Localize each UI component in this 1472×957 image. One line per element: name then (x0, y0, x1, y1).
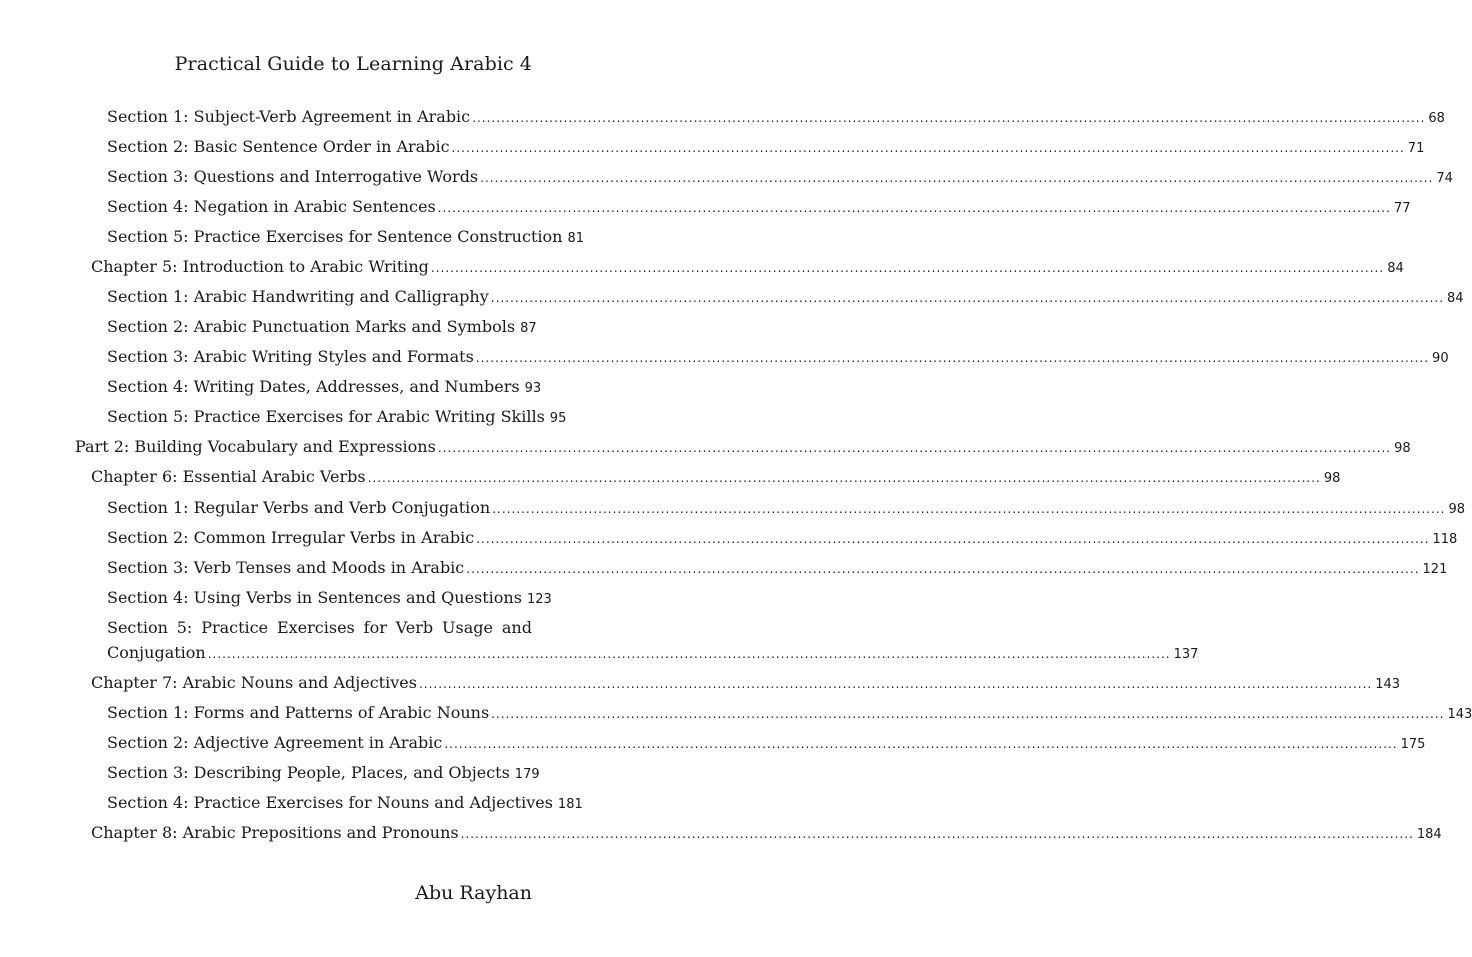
dot-leader (466, 559, 1419, 580)
toc-entry-title: Section 1: Subject-Verb Agreement in Arabic (107, 107, 471, 126)
toc-entry[interactable] (107, 376, 542, 399)
title-word: 5: (176, 618, 193, 637)
title-word: Section (107, 618, 168, 637)
toc-entry[interactable] (107, 136, 1425, 159)
dot-leader (476, 529, 1429, 550)
toc-entry-title: Section 5: Practice Exercises for Sentence Construction (107, 227, 563, 246)
dot-leader (452, 138, 1405, 159)
toc-entry-title: Section 3: Questions and Interrogative Words (107, 167, 479, 186)
title-word: Usage (442, 618, 493, 637)
toc-entry[interactable] (107, 196, 1411, 219)
book-title: Practical Guide to Learning Arabic (174, 53, 514, 75)
toc-entry[interactable] (91, 822, 1442, 845)
toc-entry-title: Chapter 7: Arabic Nouns and Adjectives (91, 673, 417, 692)
dot-leader (438, 198, 1391, 219)
title-word: Verb (395, 618, 434, 637)
toc-entry[interactable] (107, 406, 567, 429)
toc-entry-title: Section 4: Using Verbs in Sentences and Questions (107, 588, 522, 607)
toc-entry-page: 143 (1375, 677, 1401, 692)
toc-entry-page: 179 (514, 767, 540, 782)
dot-leader (444, 734, 1397, 755)
toc-entry[interactable] (107, 316, 537, 339)
toc-entry[interactable] (107, 286, 1464, 309)
toc-entry[interactable] (91, 466, 1341, 489)
toc-entry[interactable] (107, 557, 1448, 580)
author-footer: Abu Rayhan (415, 882, 532, 904)
toc-entry-page: 93 (524, 381, 542, 396)
toc-entry-title: Section 3: Describing People, Places, and Objects (107, 763, 510, 782)
toc-entry-title: Chapter 6: Essential Arabic Verbs (91, 467, 366, 486)
toc-entry-page: 175 (1400, 737, 1426, 752)
toc-entry[interactable] (107, 792, 583, 815)
toc-entry-title-line2 (107, 640, 1199, 667)
dot-leader (431, 258, 1384, 279)
toc-entry-title: Section 1: Regular Verbs and Verb Conjugation (107, 498, 491, 517)
toc-entry-title: Part 2: Building Vocabulary and Expressions (75, 437, 436, 456)
toc-entry-page: 123 (526, 592, 552, 607)
dot-leader (491, 288, 1444, 309)
toc-entry[interactable] (107, 226, 584, 249)
toc-entry[interactable] (107, 106, 1445, 129)
toc-entry-page: 84 (1387, 261, 1404, 276)
dot-leader (480, 168, 1433, 189)
toc-entry[interactable] (107, 762, 540, 785)
dot-leader (438, 438, 1391, 459)
dot-leader (368, 468, 1321, 489)
toc-entry-page: 184 (1416, 827, 1442, 842)
toc-entry[interactable] (107, 732, 1426, 755)
toc-entry-page: 121 (1422, 562, 1448, 577)
toc-entry-title: Section 2: Arabic Punctuation Marks and Symbols (107, 317, 516, 336)
toc-entry-title: Section 2: Adjective Agreement in Arabic (107, 733, 443, 752)
toc-entry-title: Section 3: Arabic Writing Styles and Formats (107, 347, 474, 366)
title-word: and (501, 618, 532, 637)
toc-entry-page: 143 (1447, 707, 1472, 722)
toc-entry[interactable] (107, 587, 552, 610)
toc-entry-page: 98 (1323, 471, 1341, 486)
toc-entry-title: Section 1: Forms and Patterns of Arabic Nouns (107, 703, 490, 722)
toc-entry-page: 68 (1428, 111, 1445, 126)
toc-entry-title: Section 1: Arabic Handwriting and Calligraphy (107, 287, 489, 306)
toc-entry-page: 71 (1407, 141, 1425, 156)
toc-entry-page: 95 (549, 411, 567, 426)
toc-entry-title: Section 2: Common Irregular Verbs in Arabic (107, 528, 475, 547)
toc-entry-title: Section 4: Writing Dates, Addresses, and Numbers (107, 377, 520, 396)
toc-entry[interactable] (91, 672, 1401, 695)
page-number: 4 (519, 53, 532, 75)
toc-entry-page: 118 (1432, 532, 1458, 547)
title-word: Practice (201, 618, 269, 637)
toc-entry[interactable] (75, 436, 1411, 459)
toc-entry-page: 98 (1394, 441, 1411, 456)
toc-entry[interactable] (107, 527, 1458, 550)
dot-leader (491, 704, 1444, 725)
dot-leader (476, 348, 1429, 369)
toc-entry[interactable] (91, 256, 1404, 279)
toc-entry-title: Section 3: Verb Tenses and Moods in Arabic (107, 558, 465, 577)
running-header (175, 53, 532, 75)
toc-entry[interactable] (107, 166, 1453, 189)
toc-entry-page: 90 (1432, 351, 1449, 366)
dot-leader (461, 824, 1414, 845)
toc-entry-title-line1 (107, 615, 532, 640)
dot-leader: ........................................................................................................................................................................................................ (207, 647, 1171, 661)
dot-leader (492, 499, 1445, 520)
toc-entry-page: 87 (520, 321, 537, 336)
title-word: for (363, 618, 387, 637)
toc-entry-page: 98 (1448, 502, 1466, 517)
toc-entry-page: 181 (557, 797, 583, 812)
toc-entry[interactable] (107, 346, 1449, 369)
toc-entry[interactable] (107, 497, 1466, 520)
toc-entry-title: Section 4: Practice Exercises for Nouns and Adjectives (107, 793, 553, 812)
title-word: Exercises (276, 618, 355, 637)
toc-entry-wrapped[interactable] (107, 615, 1199, 667)
toc-entry-page: 81 (567, 231, 584, 246)
dot-leader (472, 108, 1425, 129)
toc-entry-page: 137 (1173, 647, 1199, 662)
toc-entry-title: Section 4: Negation in Arabic Sentences (107, 197, 436, 216)
toc-entry[interactable] (107, 702, 1472, 725)
toc-entry-page: 77 (1393, 201, 1411, 216)
toc-entry-title: Section 5: Practice Exercises for Arabic Writing Skills (107, 407, 545, 426)
toc-entry-title: Chapter 5: Introduction to Arabic Writing (91, 257, 429, 276)
toc-entry-title: Section 2: Basic Sentence Order in Arabic (107, 137, 450, 156)
dot-leader (419, 674, 1372, 695)
toc-entry-title: Conjugation (107, 643, 206, 662)
toc-entry-page: 74 (1436, 171, 1453, 186)
toc-entry-title: Chapter 8: Arabic Prepositions and Pronouns (91, 823, 459, 842)
toc-entry-page: 84 (1447, 291, 1464, 306)
